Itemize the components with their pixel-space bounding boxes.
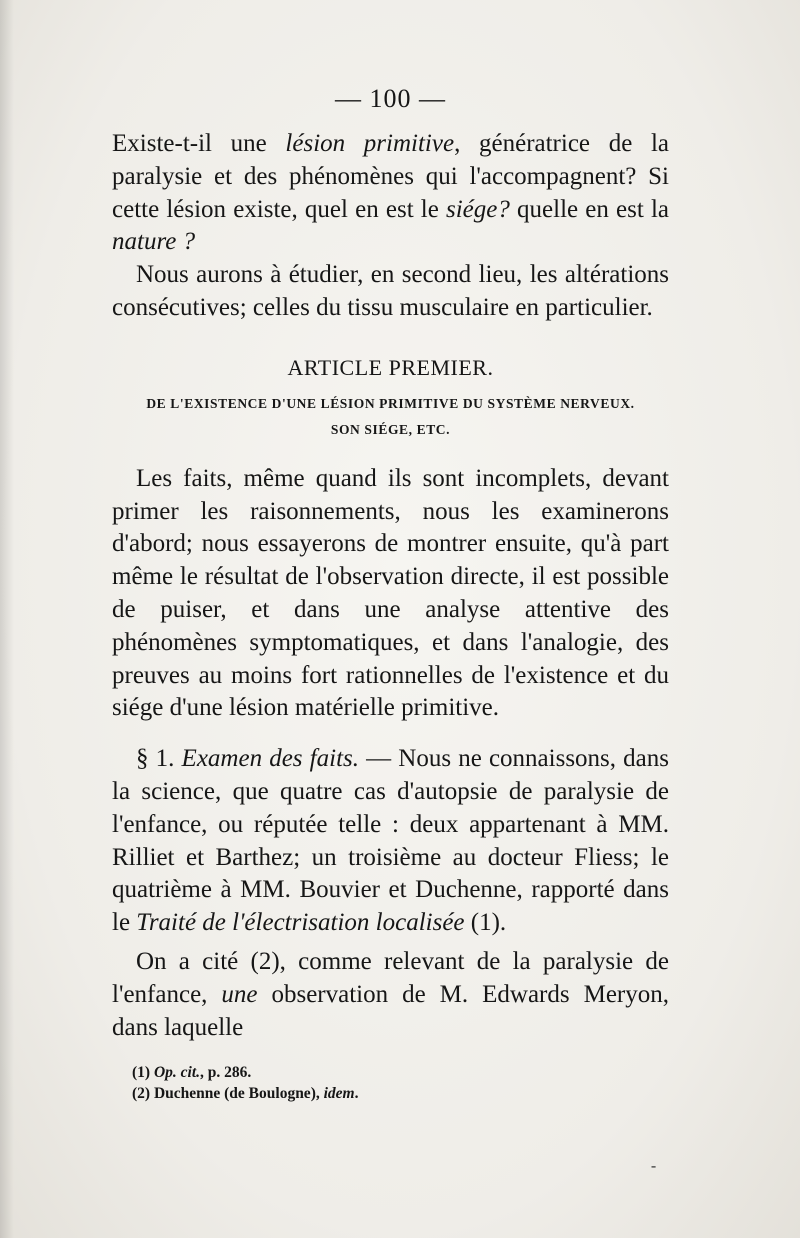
- footnotes: [112, 1062, 669, 1104]
- paragraph-4: [112, 743, 669, 940]
- paragraph-5-text-a: On a cité (2), comme relevant de la paralysie de l'enfance,: [112, 947, 669, 1008]
- footnote-1: [112, 1062, 669, 1083]
- paragraph-4-italic-a: Examen des faits.: [181, 745, 359, 773]
- paragraph-4-text-b: — Nous ne connaissons, dans la science, que quatre cas d'autopsie de paralysie de l'enfance, ou réputée telle : deux appartenant à MM. Rilliet et Barthez; un troisième au docteur Fliess; le quatrième à MM. Bouvier et Duchenne, rapporté dans le: [112, 745, 670, 937]
- section-heading-line-1: DE L'EXISTENCE D'UNE LÉSION PRIMITIVE DU SYSTÈME NERVEUX.: [146, 395, 635, 411]
- paragraph-4-text-c: (1).: [464, 909, 507, 937]
- paragraph-1-text-b: , génératrice de la paralysie et des phénomènes qui l'accompagnent? Si cette lésion existe, quel en est le: [112, 130, 669, 223]
- paragraph-1-text-a: Existe-t-il une: [112, 130, 286, 157]
- footnote-1-text-a: (1): [132, 1064, 154, 1082]
- section-heading: [112, 391, 669, 443]
- article-title: ARTICLE PREMIER.: [287, 354, 494, 380]
- page-edge-shadow: [0, 0, 14, 1238]
- footnote-2: [112, 1083, 669, 1104]
- paragraph-1-text-c: quelle en est la: [509, 195, 669, 223]
- paragraph-5-italic-a: une: [221, 980, 258, 1008]
- ink-speck-mark: ⁃: [650, 1161, 657, 1176]
- page-content: [112, 84, 669, 1104]
- footnote-2-text-a: (2) Duchenne (de Boulogne),: [132, 1085, 324, 1103]
- footnote-1-italic: Op. cit.: [153, 1064, 201, 1082]
- paragraph-gap: [112, 725, 669, 743]
- paragraph-1-italic-c: nature ?: [112, 228, 196, 256]
- paragraph-1-italic-b: siége?: [446, 195, 510, 223]
- section-heading-line-2: SON SIÉGE, ETC.: [330, 421, 451, 437]
- paragraph-2: Nous aurons à étudier, en second lieu, les altérations consécutives; celles du tissu musculaire en particulier.: [112, 261, 669, 321]
- footnote-2-italic: idem: [323, 1085, 355, 1103]
- paragraph-4-italic-b: Traité de l'électrisation localisée: [136, 909, 465, 937]
- footnote-1-text-b: , p. 286.: [200, 1064, 252, 1082]
- paragraph-1-italic-a: lésion primitive: [285, 130, 455, 157]
- paragraph-4-text-a: § 1.: [136, 745, 182, 773]
- paragraph-3: Les faits, même quand ils sont incomplets, devant primer les raisonnements, nous les examinerons d'abord; nous essayerons de montrer ensuite, qu'à part même le résultat de l'observation directe, il est possible de puiser, et dans une analyse attentive des phénomènes symptomatiques, et dans l'analogie, des preuves au moins fort rationnelles de l'existence et du siége d'une lésion matérielle primitive.: [112, 464, 669, 722]
- paragraph-1: [112, 128, 669, 259]
- paragraph-5-text-b: observation de M. Edwards Meryon, dans laquelle: [112, 980, 669, 1041]
- footnote-2-text-b: .: [354, 1085, 359, 1103]
- paragraph-5: [112, 946, 669, 1044]
- page-number: — 100 —: [335, 84, 446, 113]
